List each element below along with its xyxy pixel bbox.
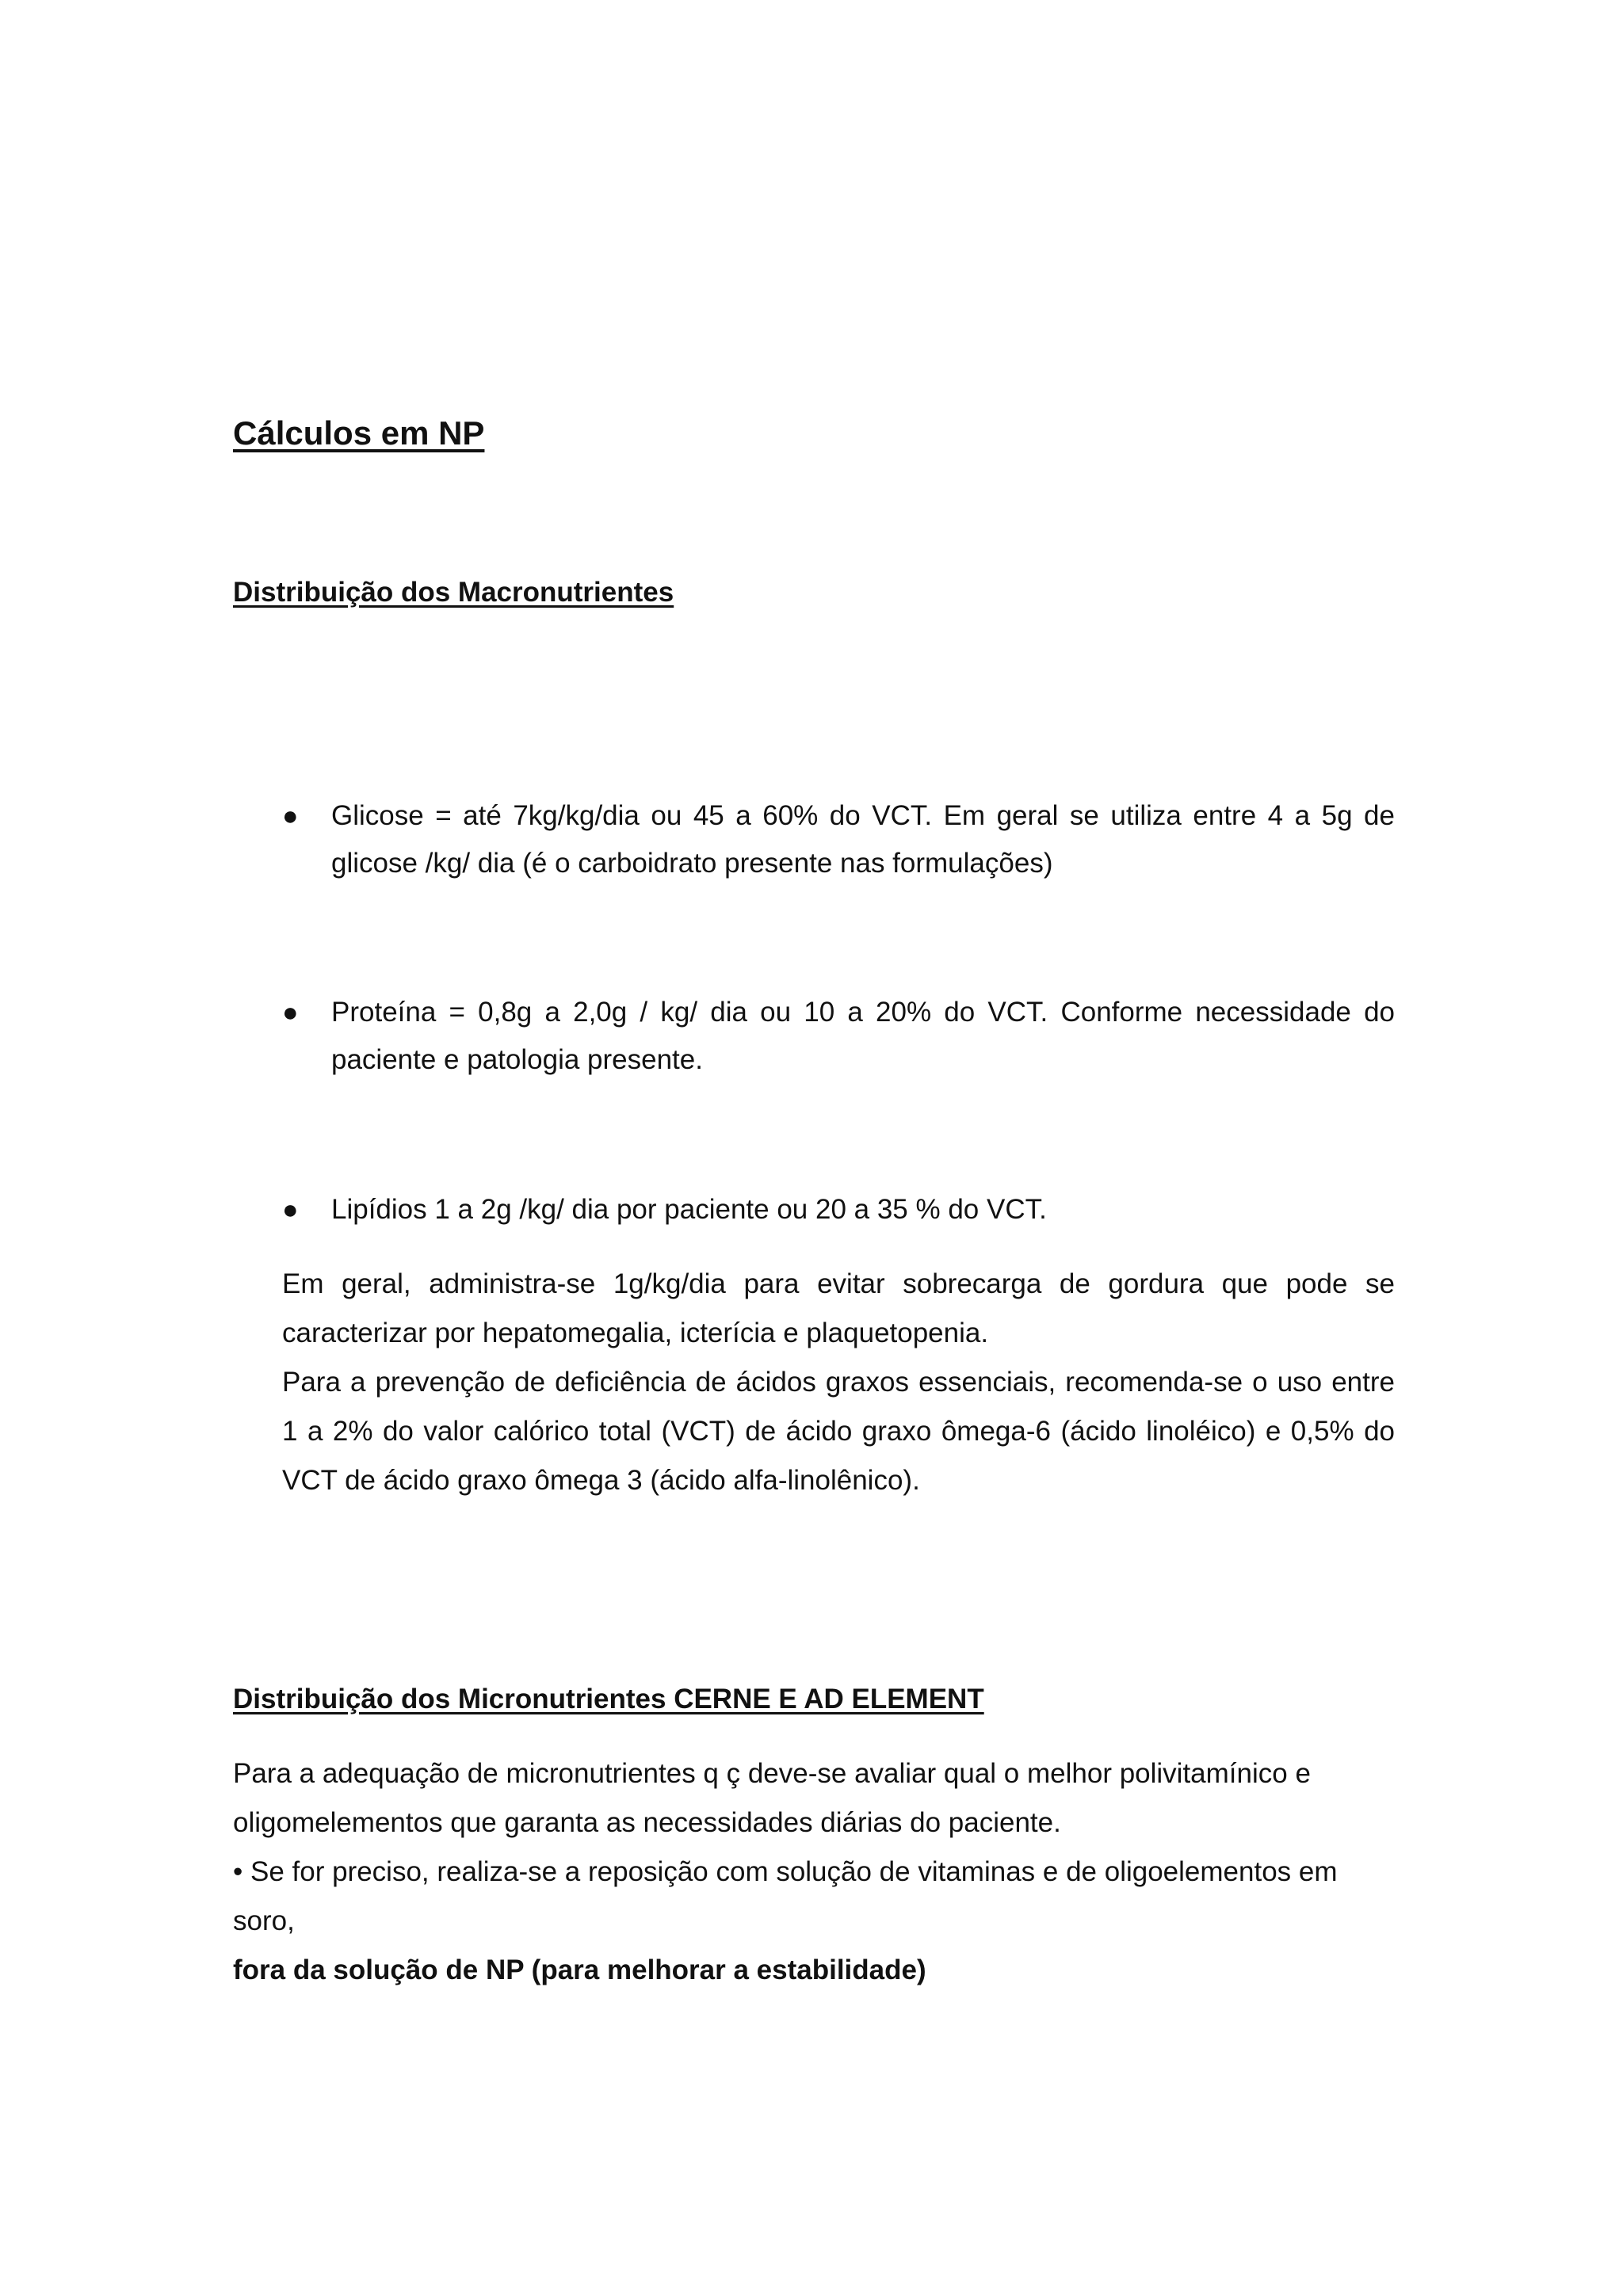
bullet-icon: ● — [282, 801, 299, 831]
bullet-text: Proteína = 0,8g a 2,0g / kg/ dia ou 10 a 20% do VCT. Conforme necessidade do paciente e patologia presente. — [331, 997, 1395, 1075]
bullet-item-proteina — [282, 989, 1395, 1084]
bullet-item-lipidios — [282, 1186, 1395, 1234]
paragraph-line: • Se for preciso, realiza-se a reposição com solução de vitaminas e de oligoelementos em soro, — [233, 1856, 1338, 1936]
bullet-text: Lipídios 1 a 2g /kg/ dia por paciente ou 20 a 35 % do VCT. — [331, 1194, 1047, 1225]
lipid-notes — [282, 1260, 1395, 1505]
micronutrients-paragraph — [233, 1749, 1395, 1995]
bullet-icon: ● — [282, 997, 299, 1028]
bullet-icon: ● — [282, 1195, 299, 1225]
section-heading-micronutrients: Distribuição dos Micronutrientes CERNE E AD ELEMENT — [233, 1684, 984, 1714]
bullet-item-glicose — [282, 792, 1395, 887]
paragraph-fatty-acids: Para a prevenção de deficiência de ácidos graxos essenciais, recomenda-se o uso entre 1 a 2% do valor calórico total (VCT) de ácido graxo ômega-6 (ácido linoléico) e 0,5% do VCT de ácido graxo ômega 3 (ácido alfa-linolênico). — [282, 1367, 1395, 1496]
paragraph-line: oligomelementos que garanta as necessidades diárias do paciente. — [233, 1807, 1061, 1838]
paragraph-line: Para a adequação de micronutrientes q ç deve-se avaliar qual o melhor polivitamínico e — [233, 1758, 1311, 1789]
bullet-text: Glicose = até 7kg/kg/dia ou 45 a 60% do VCT. Em geral se utiliza entre 4 a 5g de glicose /kg/ dia (é o carboidrato presente nas formulações) — [331, 800, 1395, 879]
paragraph-line-bold: fora da solução de NP (para melhorar a estabilidade) — [233, 1955, 926, 1985]
page-title: Cálculos em NP — [233, 414, 485, 452]
section-heading-macronutrients: Distribuição dos Macronutrientes — [233, 577, 674, 608]
paragraph-lipid-dose: Em geral, administra-se 1g/kg/dia para evitar sobrecarga de gordura que pode se caracterizar por hepatomegalia, icterícia e plaquetopenia. — [282, 1268, 1395, 1348]
